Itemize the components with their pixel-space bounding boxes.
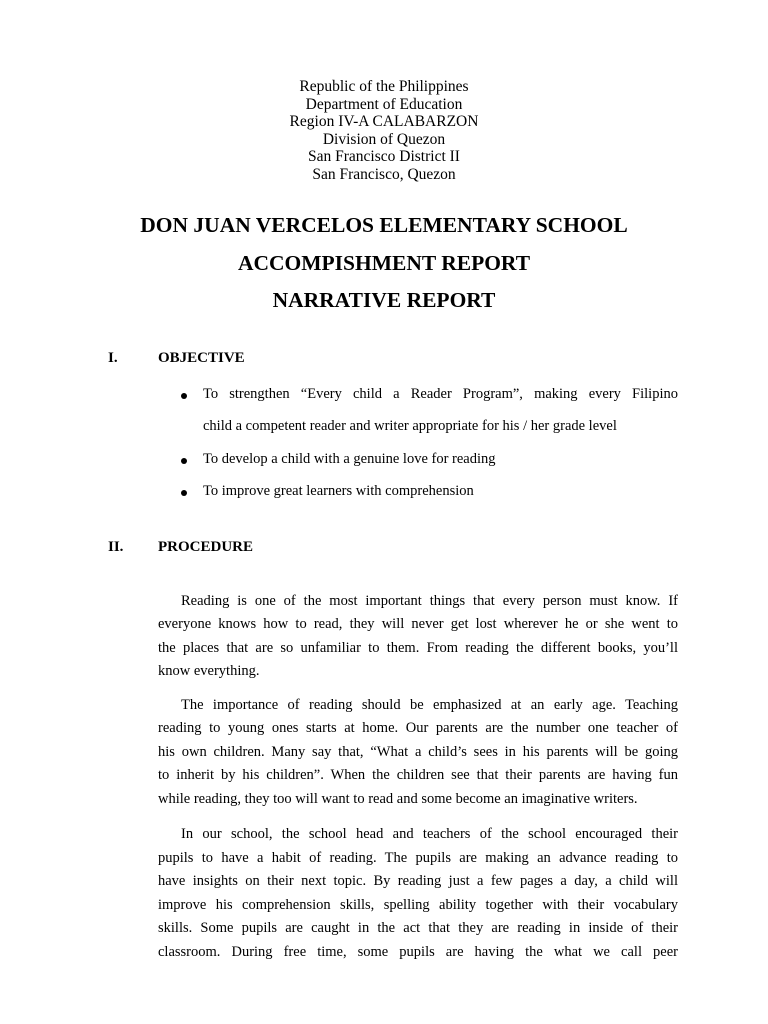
bullet-icon — [181, 458, 187, 464]
objective-bullet-1-line-1: To strengthen “Every child a Reader Program”, making every Filipino — [203, 386, 678, 402]
bullet-icon — [181, 393, 187, 399]
objective-bullet-1-line-2: child a competent reader and writer appropriate for his / her grade level — [203, 418, 617, 434]
procedure-para-3-line-3: have insights on their next topic. By reading just a few pages a day, a child will — [158, 873, 678, 889]
objective-bullet-2: To develop a child with a genuine love for reading — [203, 451, 496, 467]
narrative-title: NARRATIVE REPORT — [272, 288, 496, 312]
procedure-para-2-line-4: to inherit by his children”. When the children see that their parents are having fun — [158, 767, 678, 783]
procedure-para-2-line-2: reading to young ones starts at home. Our parents are the number one teacher of — [158, 720, 678, 736]
procedure-para-1-line-1: Reading is one of the most important things that every person must know. If — [181, 593, 678, 609]
procedure-para-2-line-1: The importance of reading should be emphasized at an early age. Teaching — [181, 697, 678, 713]
letterhead-district: San Francisco District II — [308, 148, 460, 166]
procedure-para-3-line-4: improve his comprehension skills, spelling ability together with their vocabulary — [158, 897, 678, 913]
procedure-para-3-line-6: classroom. During free time, some pupils are having the what we call peer — [158, 944, 678, 960]
procedure-para-2-line-3: his own children. Many say that, “What a child’s sees in his parents will be going — [158, 744, 678, 760]
letterhead-region: Region IV-A CALABARZON — [289, 113, 479, 131]
letterhead — [0, 78, 768, 184]
letterhead-division: Division of Quezon — [322, 130, 446, 148]
procedure-para-1-line-3: the places that are so unfamiliar to them. From reading the different books, you’ll — [158, 640, 678, 656]
objective-section-heading: OBJECTIVE — [158, 350, 245, 366]
procedure-section-heading: PROCEDURE — [158, 539, 254, 555]
letterhead-department: Department of Education — [305, 95, 463, 113]
school-name-title: DON JUAN VERCELOS ELEMENTARY SCHOOL — [140, 213, 628, 237]
procedure-section-number: II. — [108, 539, 124, 555]
objective-section-number: I. — [108, 350, 118, 366]
procedure-para-1-line-2: everyone knows how to read, they will never get lost wherever he or she went to — [158, 616, 678, 632]
procedure-para-1-line-4: know everything. — [158, 663, 260, 679]
procedure-para-3-line-2: pupils to have a habit of reading. The pupils are making an advance reading to — [158, 850, 678, 866]
objective-bullet-3: To improve great learners with comprehension — [203, 483, 474, 499]
letterhead-address: San Francisco, Quezon — [312, 165, 456, 183]
procedure-para-2-line-5: while reading, they too will want to read and some become an imaginative writers. — [158, 791, 638, 807]
letterhead-republic: Republic of the Philippines — [299, 78, 469, 95]
procedure-para-3-line-1: In our school, the school head and teachers of the school encouraged their — [181, 826, 678, 842]
bullet-icon — [181, 490, 187, 496]
report-title: ACCOMPISHMENT REPORT — [237, 251, 531, 275]
procedure-para-3-line-5: skills. Some pupils are caught in the act that they are reading in inside of their — [158, 920, 678, 936]
